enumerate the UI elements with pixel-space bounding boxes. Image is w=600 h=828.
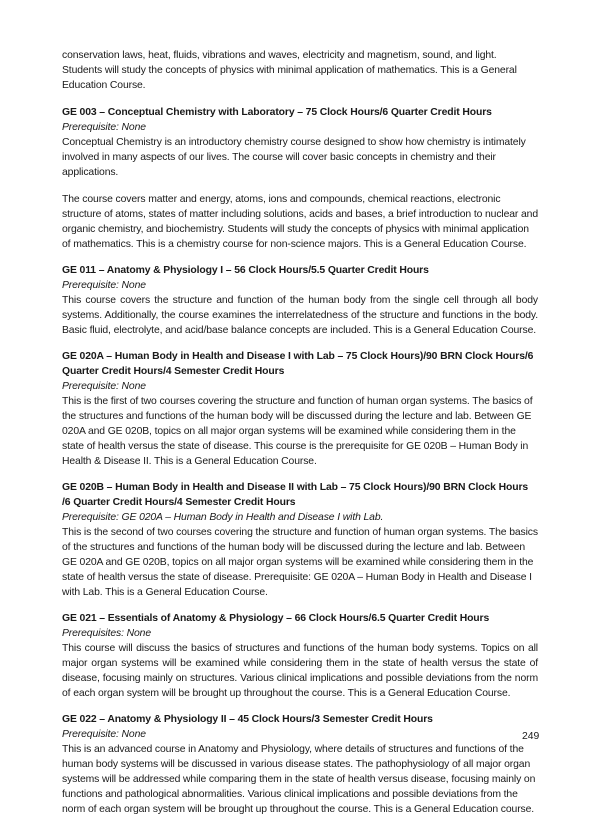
course-description-continued: The course covers matter and energy, atoms, ions and compounds, chemical reactions, electronic structure of atoms, states of matter including solutions, acids and bases, a brief introduction to nuclear and organic chemistry, and biochemistry. Students will study the concepts of physics with minimal application of mathematics. This is a chemistry course for non-science majors. This is a General Education Course.	[62, 194, 539, 250]
course-prerequisite: Prerequisites: None	[62, 628, 151, 639]
course-title: GE 021 – Essentials of Anatomy & Physiology – 66 Clock Hours/6.5 Quarter Credit Hours	[62, 613, 490, 624]
course-ge020b	[62, 480, 538, 600]
course-prerequisite: Prerequisite: None	[62, 381, 146, 392]
spacer	[62, 93, 538, 105]
page-number: 249	[522, 731, 540, 742]
course-title: GE 020A – Human Body in Health and Disease I with Lab – 75 Clock Hours)/90 BRN Clock Hours/6 Quarter Credit Hours/4 Semester Credit Hours	[62, 351, 534, 377]
course-ge003	[62, 105, 538, 252]
course-title: GE 011 – Anatomy & Physiology I – 56 Clock Hours/5.5 Quarter Credit Hours	[62, 265, 429, 276]
course-description: This is an advanced course in Anatomy and Physiology, where details of structures and functions of the human body systems will be discussed in various disease states. The pathophysiology of all major organ systems will be addressed while comparing them in the state of health versus disease, focusing mainly on functions and pathological abnormalities. Various clinical implications and possible deviations from the norm of each organ system will be brought up throughout the course. This is a General Education course.	[62, 744, 536, 815]
course-prerequisite: Prerequisite: None	[62, 729, 146, 740]
course-description: This is the first of two courses covering the structure and function of human organ systems. The basics of the structures and functions of the human body will be discussed during the lecture and lab. Between GE 020A and GE 020B, topics on all major organ systems will be examined while considering them in the state of health versus the state of disease. This course is the prerequisite for GE 020B – Human Body in Health & Disease II. This is a General Education Course.	[62, 396, 533, 467]
course-ge022	[62, 712, 538, 817]
course-prerequisite: Prerequisite: GE 020A – Human Body in Health and Disease I with Lab.	[62, 512, 384, 523]
course-prerequisite: Prerequisite: None	[62, 122, 146, 133]
course-description: Conceptual Chemistry is an introductory chemistry course designed to show how chemistry is intimately involved in many aspects of our lives. The course will cover basic concepts in chemistry and their applications.	[62, 137, 526, 178]
document-page	[62, 48, 538, 828]
course-description: This course covers the structure and function of the human body from the single cell through all body systems. Additionally, the course examines the interrelatedness of the structure and functions in the body. Basic fluid, electrolyte, and acid/base balance concepts are included. This is a General Education Course.	[62, 295, 538, 336]
course-title: GE 022 – Anatomy & Physiology II – 45 Clock Hours/3 Semester Credit Hours	[62, 714, 433, 725]
course-title: GE 003 – Conceptual Chemistry with Laboratory – 75 Clock Hours/6 Quarter Credit Hours	[62, 107, 492, 118]
course-description: This is the second of two courses covering the structure and function of human organ systems. The basics of the structures and functions of the human body will be discussed during the lecture and lab. Between GE 020A and GE 020B, topics on all major organ systems will be examined while considering them in the state of health versus the state of disease. Prerequisite: GE 020A – Human Body in Health and Disease I with Lab. This is a General Education Course.	[62, 527, 538, 598]
intro-paragraph: conservation laws, heat, fluids, vibrations and waves, electricity and magnetism, sound, and light. Students will study the concepts of physics with minimal application of mathematics. This is a General Education Course.	[62, 50, 517, 91]
course-ge011	[62, 263, 538, 338]
course-ge020a	[62, 349, 538, 469]
spacer	[62, 180, 538, 192]
course-prerequisite: Prerequisite: None	[62, 280, 146, 291]
course-title: GE 020B – Human Body in Health and Disease II with Lab – 75 Clock Hours)/90 BRN Clock Hours /6 Quarter Credit Hours/4 Semester Credit Hours	[62, 482, 529, 508]
course-description: This course will discuss the basics of structures and functions of the human body systems. Topics on all major organ systems will be examined while considering them in the state of health versus the state of disease, focusing mainly on structures. Various clinical implications and possible deviations from the norm of each organ system will be brought up throughout the course. This is a General Education Course.	[62, 643, 538, 699]
course-ge021	[62, 611, 538, 701]
